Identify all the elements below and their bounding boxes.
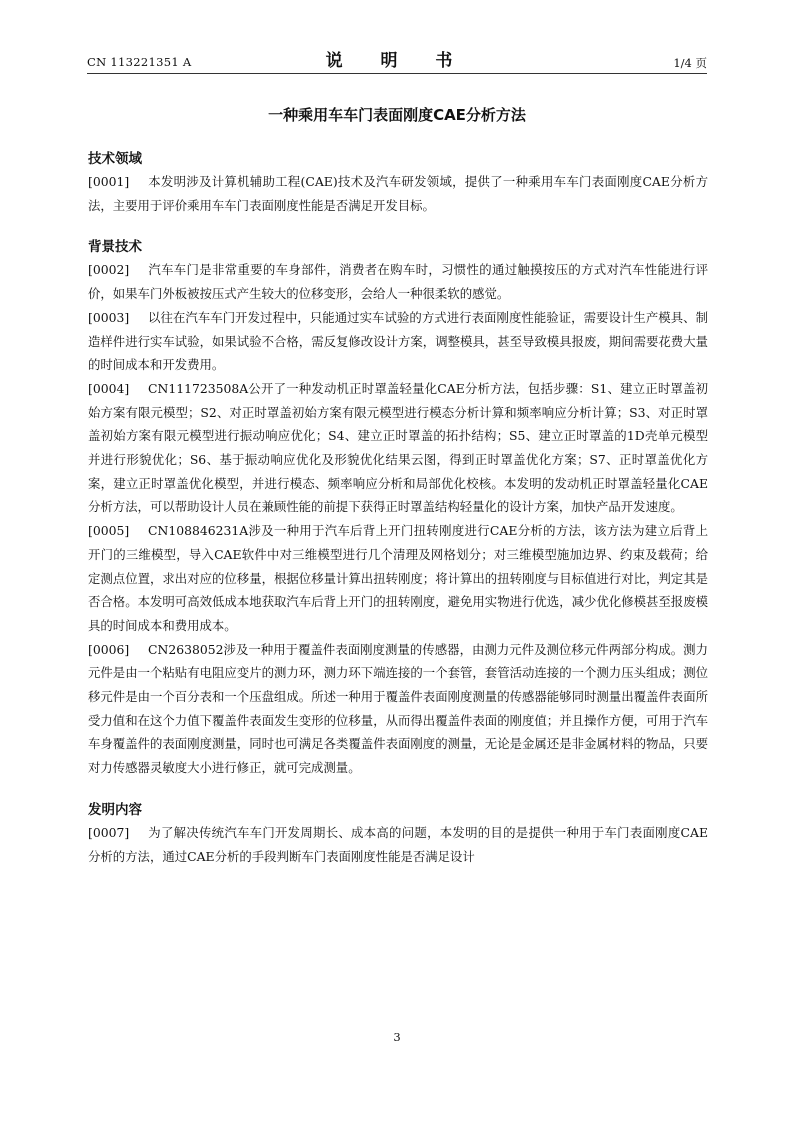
paragraph-number: [0004] xyxy=(88,380,130,396)
paragraph xyxy=(88,170,708,217)
paragraph-number: [0007] xyxy=(88,824,130,840)
header-divider xyxy=(87,73,707,74)
section-background xyxy=(88,236,708,779)
section-heading: 背景技术 xyxy=(88,239,142,256)
publication-number: CN 113221351 A xyxy=(87,55,192,69)
page-header xyxy=(87,46,707,72)
paragraph-text: 以往在汽车车门开发过程中，只能通过实车试验的方式进行表面刚度性能验证，需要设计生产模具、制造样件进行实车试验，如果试验不合格，需反复修改设计方案，调整模具，甚至导致模具报废，期间需要花费大量的时间成本和开发费用。 xyxy=(88,309,708,373)
paragraph-number: [0002] xyxy=(88,262,130,278)
paragraph-text: CN108846231A涉及一种用于汽车后背上开门扭转刚度进行CAE分析的方法，该方法为建立后背上开门的三维模型，导入CAE软件中对三维模型进行几个清理及网格划分；对三维模型施加边界、约束及载荷；给定测点位置，求出对应的位移量，根据位移量计算出扭转刚度；将计算出的扭转刚度与目标值进行对比，判定其是否合格。本发明可高效低成本地获取汽车后背上开门的扭转刚度，避免用实物进行优选，减少优化修模甚至报废模具的时间成本和费用成本。 xyxy=(88,523,708,633)
section-heading: 技术领域 xyxy=(88,151,142,167)
paragraph xyxy=(88,519,708,638)
section-summary xyxy=(88,799,708,868)
paragraph-text: CN111723508A公开了一种发动机正时罩盖轻量化CAE分析方法，包括步骤：S1、建立正时罩盖初始方案有限元模型；S2、对正时罩盖初始方案有限元模型进行模态分析计算和频率响应分析计算；S3、对正时罩盖初始方案有限元模型进行振动响应优化；S4、建立正时罩盖的拓扑结构；S5、建立正时罩盖的1D壳单元模型并进行形貌优化；S6、基于振动响应优化及形貌优化结果云图，得到正时罩盖优化方案；S7、正时罩盖优化方案，建立正时罩盖优化模型，并进行模态、频率响应分析和局部优化校核。本发明的发动机正时罩盖轻量化CAE分析方法，可以帮助设计人员在兼顾性能的前提下获得正时罩盖结构轻量化的设计方案，加快产品开发速度。 xyxy=(88,380,708,515)
document-title: 一种乘用车车门表面刚度CAE分析方法 xyxy=(268,106,526,124)
paragraph xyxy=(88,258,708,305)
paragraph-text: 汽车车门是非常重要的车身部件，消费者在购车时，习惯性的通过触摸按压的方式对汽车性能进行评价，如果车门外板被按压式产生较大的位移变形，会给人一种很柔软的感觉。 xyxy=(88,262,708,302)
section-heading: 发明内容 xyxy=(88,801,142,818)
paragraph-number: [0005] xyxy=(88,523,130,539)
paragraph xyxy=(88,306,708,377)
paragraph-number: [0001] xyxy=(88,174,130,189)
paragraph-text: 为了解决传统汽车车门开发周期长、成本高的问题，本发明的目的是提供一种用于车门表面刚度CAE分析的方法，通过CAE分析的手段判断车门表面刚度性能是否满足设计 xyxy=(88,824,708,864)
page-number: 3 xyxy=(393,1030,401,1044)
paragraph-text: 本发明涉及计算机辅助工程(CAE)技术及汽车研发领域，提供了一种乘用车车门表面刚度CAE分析方法，主要用于评价乘用车车门表面刚度性能是否满足开发目标。 xyxy=(88,174,708,213)
document-type: 说 明 书 xyxy=(325,51,469,71)
paragraph-number: [0003] xyxy=(88,309,130,325)
document-body xyxy=(88,148,708,868)
page-indicator: 1/4 页 xyxy=(673,56,707,70)
paragraph xyxy=(88,638,708,780)
paragraph-text: CN2638052涉及一种用于覆盖件表面刚度测量的传感器，由测力元件及测位移元件两部分构成。测力元件是由一个粘贴有电阻应变片的测力环，测力环下端连接的一个套管，套管活动连接的一个测力压头组成；测位移元件是由一个百分表和一个压盘组成。所述一种用于覆盖件表面刚度测量的传感器能够同时测量出覆盖件表面所受力值和在这个力值下覆盖件表面发生变形的位移量，从而得出覆盖件表面的刚度值；并且操作方便，可用于汽车车身覆盖件的表面刚度测量，同时也可满足各类覆盖件表面刚度的测量，无论是金属还是非金属材料的物品，只要对力传感器灵敏度大小进行修正，就可完成测量。 xyxy=(88,641,708,776)
section-technical-field xyxy=(88,148,708,217)
paragraph xyxy=(88,821,708,868)
paragraph-number: [0006] xyxy=(88,641,130,657)
paragraph xyxy=(88,377,708,519)
